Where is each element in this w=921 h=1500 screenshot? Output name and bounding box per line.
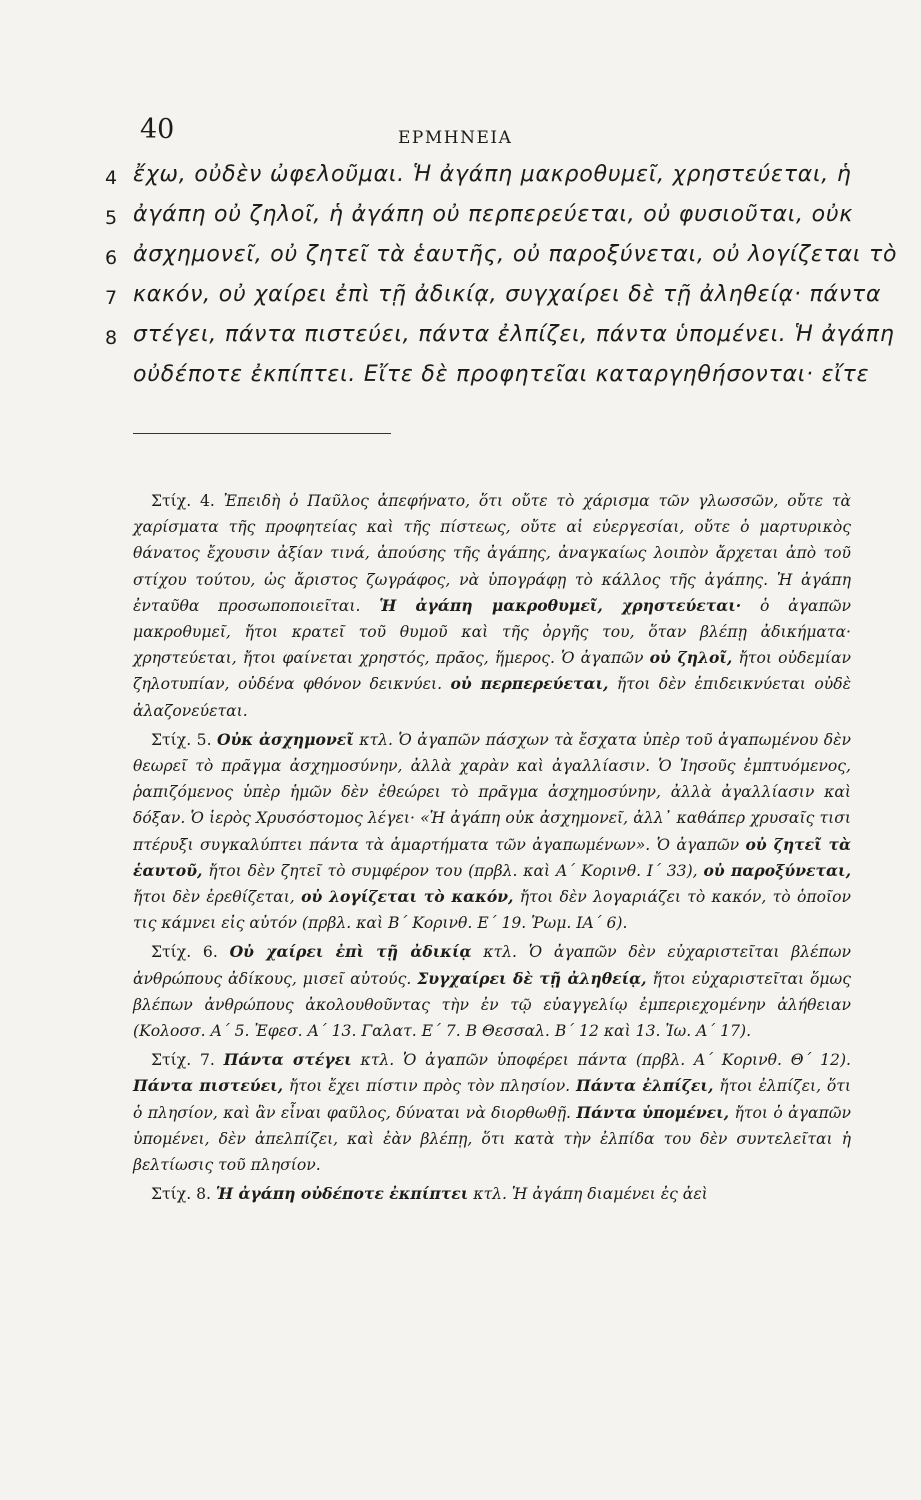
- note-text: Ἐπειδὴ ὁ Παῦλος ἀπεφήνατο, ὅτι οὔτε τὸ χάρισμα τῶν γλωσσῶν, οὔτε τὰ χαρίσματα τῆς προφητείας καὶ τῆς πίστεως, οὔτε αἱ εὐεργεσίαι, οὔτε ὁ μαρτυρικὸς θάνατος ἔχουσιν ἀξίαν τινά, ἀπούσης τῆς ἀγάπης, ἀναγκαίως λοιπὸν ἄρχεται ἀπὸ τοῦ στίχου τούτου, ὡς ἄριστος ζωγράφος, νὰ ὑπογράφῃ τὸ κάλλος τῆς ἀγάπης. Ἡ ἀγάπη ἐνταῦθα προσωποποιεῖται.: [133, 492, 851, 615]
- text-line-content: ἔχω, οὐδὲν ὠφελοῦμαι. Ἡ ἀγάπη μακροθυμεῖ, χρηστεύεται, ἡ: [133, 162, 852, 187]
- commentary-note: [133, 488, 851, 724]
- text-line-content: κακόν, οὐ χαίρει ἐπὶ τῇ ἀδικίᾳ, συγχαίρει δὲ τῇ ἀληθείᾳ· πάντα: [133, 282, 882, 307]
- note-verse-tag: Στίχ. 5.: [151, 730, 217, 749]
- text-line-content: στέγει, πάντα πιστεύει, πάντα ἐλπίζει, πάντα ὑπομένει. Ἡ ἀγάπη: [133, 322, 895, 347]
- note-verse-tag: Στίχ. 4.: [151, 492, 224, 510]
- commentary-notes: [133, 488, 851, 1210]
- note-text: ὁ ἀγαπῶν μακροθυμεῖ, ἤτοι κρατεῖ τοῦ θυμοῦ καὶ τῆς ὀργῆς του, ὅταν βλέπῃ ἀδικήματα· χρηστεύεται, ἤτοι φαίνεται χρηστός, πρᾶος, ἥμερος. Ὁ ἀγαπῶν: [133, 596, 851, 668]
- text-line-content: οὐδέποτε ἐκπίπτει. Εἴτε δὲ προφητεῖαι καταργηθήσονται· εἴτε: [133, 362, 870, 387]
- text-line: [105, 355, 870, 395]
- note-lemma: Πάντα πιστεύει,: [133, 1076, 284, 1096]
- commentary-note: [133, 727, 851, 937]
- text-line: [105, 155, 865, 195]
- note-lemma: Πάντα στέγει: [223, 1050, 352, 1070]
- text-line-content: ἀσχημονεῖ, οὐ ζητεῖ τὰ ἑαυτῆς, οὐ παροξύνεται, οὐ λογίζεται τὸ: [133, 242, 898, 267]
- note-text: ἤτοι δὲν λογαριάζει τὸ κακόν, τὸ ὁποῖον τις κάμνει εἰς αὐτόν (πρβλ. καὶ Β΄ Κορινθ. Ε΄ 19. Ῥωμ. ΙΑ΄ 6).: [133, 888, 851, 933]
- note-lemma: Ἡ ἀγάπη μακροθυμεῖ, χρηστεύεται·: [379, 595, 742, 615]
- verse-number: 5: [105, 207, 118, 229]
- note-text: ἤτοι δὲν ζητεῖ τὸ συμφέρον του (πρβλ. καὶ Α΄ Κορινθ. Ι΄ 33),: [202, 861, 704, 880]
- note-text: κτλ. Ὁ ἀγαπῶν πάσχων τὰ ἔσχατα ὑπὲρ τοῦ ἀγαπωμένου δὲν θεωρεῖ τὸ πρᾶγμα ἀσχημοσύνην, ἀλλὰ χαρὰν καὶ ἀγαλλίασιν. Ὁ Ἰησοῦς ἐμπτυόμενος, ῥαπιζόμενος ὑπὲρ ἡμῶν δὲν ἐθεώρει τὸ πρᾶγμα ἀσχημοσύνην, ἀλλὰ ἀγαλλίασιν καὶ δόξαν. Ὁ ἱερὸς Χρυσόστομος λέγει· «Ἡ ἀγάπη οὐκ ἀσχημονεῖ, ἀλλ᾽ καθάπερ χρυσαῖς τισι πτέρυξι συγκαλύπτει πάντα τὰ ἁμαρτήματα τῶν ἀγαπωμένων». Ὁ ἀγαπῶν: [133, 730, 851, 854]
- main-text: [105, 155, 898, 395]
- verse-number: 6: [105, 247, 118, 269]
- note-text: ἤτοι οὐδεμίαν ζηλοτυπίαν, οὐδένα φθόνον δεικνύει.: [133, 649, 851, 694]
- verse-number: 7: [105, 287, 118, 309]
- footnote-rule: [133, 433, 391, 434]
- text-line: [105, 195, 865, 235]
- running-head: ΕΡΜΗΝΕΙΑ: [398, 128, 513, 148]
- note-lemma: Συγχαίρει δὲ τῇ ἀληθείᾳ,: [417, 968, 647, 988]
- text-line-content: ἀγάπη οὐ ζηλοῖ, ἡ ἀγάπη οὐ περπερεύεται, οὐ φυσιοῦται, οὐκ: [133, 202, 854, 227]
- note-lemma: οὐ ζητεῖ τὰ ἑαυτοῦ,: [133, 834, 851, 880]
- note-lemma: Ἡ ἀγάπη οὐδέποτε ἐκπίπτει: [215, 1184, 469, 1204]
- note-verse-tag: Στίχ. 6.: [151, 943, 230, 962]
- note-text: ἤτοι ἔχει πίστιν πρὸς τὸν πλησίον.: [283, 1077, 576, 1096]
- note-text: ἤτοι ὁ ἀγαπῶν ὑπομένει, δὲν ἀπελπίζει, καὶ ἐὰν βλέπῃ, ὅτι κατὰ τὴν ἐλπίδα του δὲν συντελεῖται ἡ βελτίωσις τοῦ πλησίον.: [133, 1103, 851, 1175]
- note-text: κτλ. Ὁ ἀγαπῶν δὲν εὐχαριστεῖται βλέπων ἀνθρώπους ἀδίκους, μισεῖ αὐτούς.: [133, 943, 851, 988]
- text-line: [105, 275, 882, 315]
- note-verse-tag: Στίχ. 7.: [151, 1051, 224, 1070]
- text-line: [105, 235, 898, 275]
- note-lemma: Πάντα ἐλπίζει,: [575, 1076, 714, 1096]
- note-text: ἤτοι δὲν ἐπιδεικνύεται οὐδὲ ἀλαζονεύεται.: [133, 675, 851, 720]
- commentary-note: [133, 1181, 851, 1207]
- commentary-note: [133, 1047, 851, 1178]
- page-number: 40: [140, 114, 175, 145]
- note-lemma: οὐ ζηλοῖ,: [649, 648, 733, 668]
- note-text: ἤτοι εὐχαριστεῖται ὅμως βλέπων ἀνθρώπους ἀκολουθοῦντας τὴν ἐν τῷ εὐαγγελίῳ ἐμπεριεχομένην ἀλήθειαν (Κολοσσ. Α΄ 5. Ἐφεσ. Α΄ 13. Γαλατ. Ε΄ 7. Β Θεσσαλ. Β΄ 12 καὶ 13. Ἰω. Α΄ 17).: [133, 969, 851, 1041]
- verse-number: 4: [105, 167, 118, 189]
- verse-number: 8: [105, 327, 118, 349]
- note-text: κτλ. Ὁ ἀγαπῶν ὑποφέρει πάντα (πρβλ. Α΄ Κορινθ. Θ΄ 12).: [351, 1051, 851, 1070]
- note-text: κτλ. Ἡ ἀγάπη διαμένει ἐς ἀεὶ: [468, 1185, 708, 1204]
- note-text: ἤτοι ἐλπίζει, ὅτι ὁ πλησίον, καὶ ἂν εἶναι φαῦλος, δύναται νὰ διορθωθῇ.: [133, 1077, 851, 1122]
- note-lemma: Οὐκ ἀσχημονεῖ: [217, 729, 354, 749]
- note-lemma: οὐ παροξύνεται,: [703, 860, 852, 880]
- note-text: ἤτοι δὲν ἐρεθίζεται,: [133, 888, 302, 907]
- note-verse-tag: Στίχ. 8.: [151, 1185, 216, 1204]
- note-lemma: Οὐ χαίρει ἐπὶ τῇ ἀδικίᾳ: [229, 942, 472, 962]
- note-lemma: οὐ λογίζεται τὸ κακόν,: [301, 887, 514, 907]
- note-lemma: οὐ περπερεύεται,: [450, 674, 609, 694]
- commentary-note: [133, 939, 851, 1044]
- text-line: [105, 315, 895, 355]
- note-lemma: Πάντα ὑπομένει,: [576, 1102, 730, 1122]
